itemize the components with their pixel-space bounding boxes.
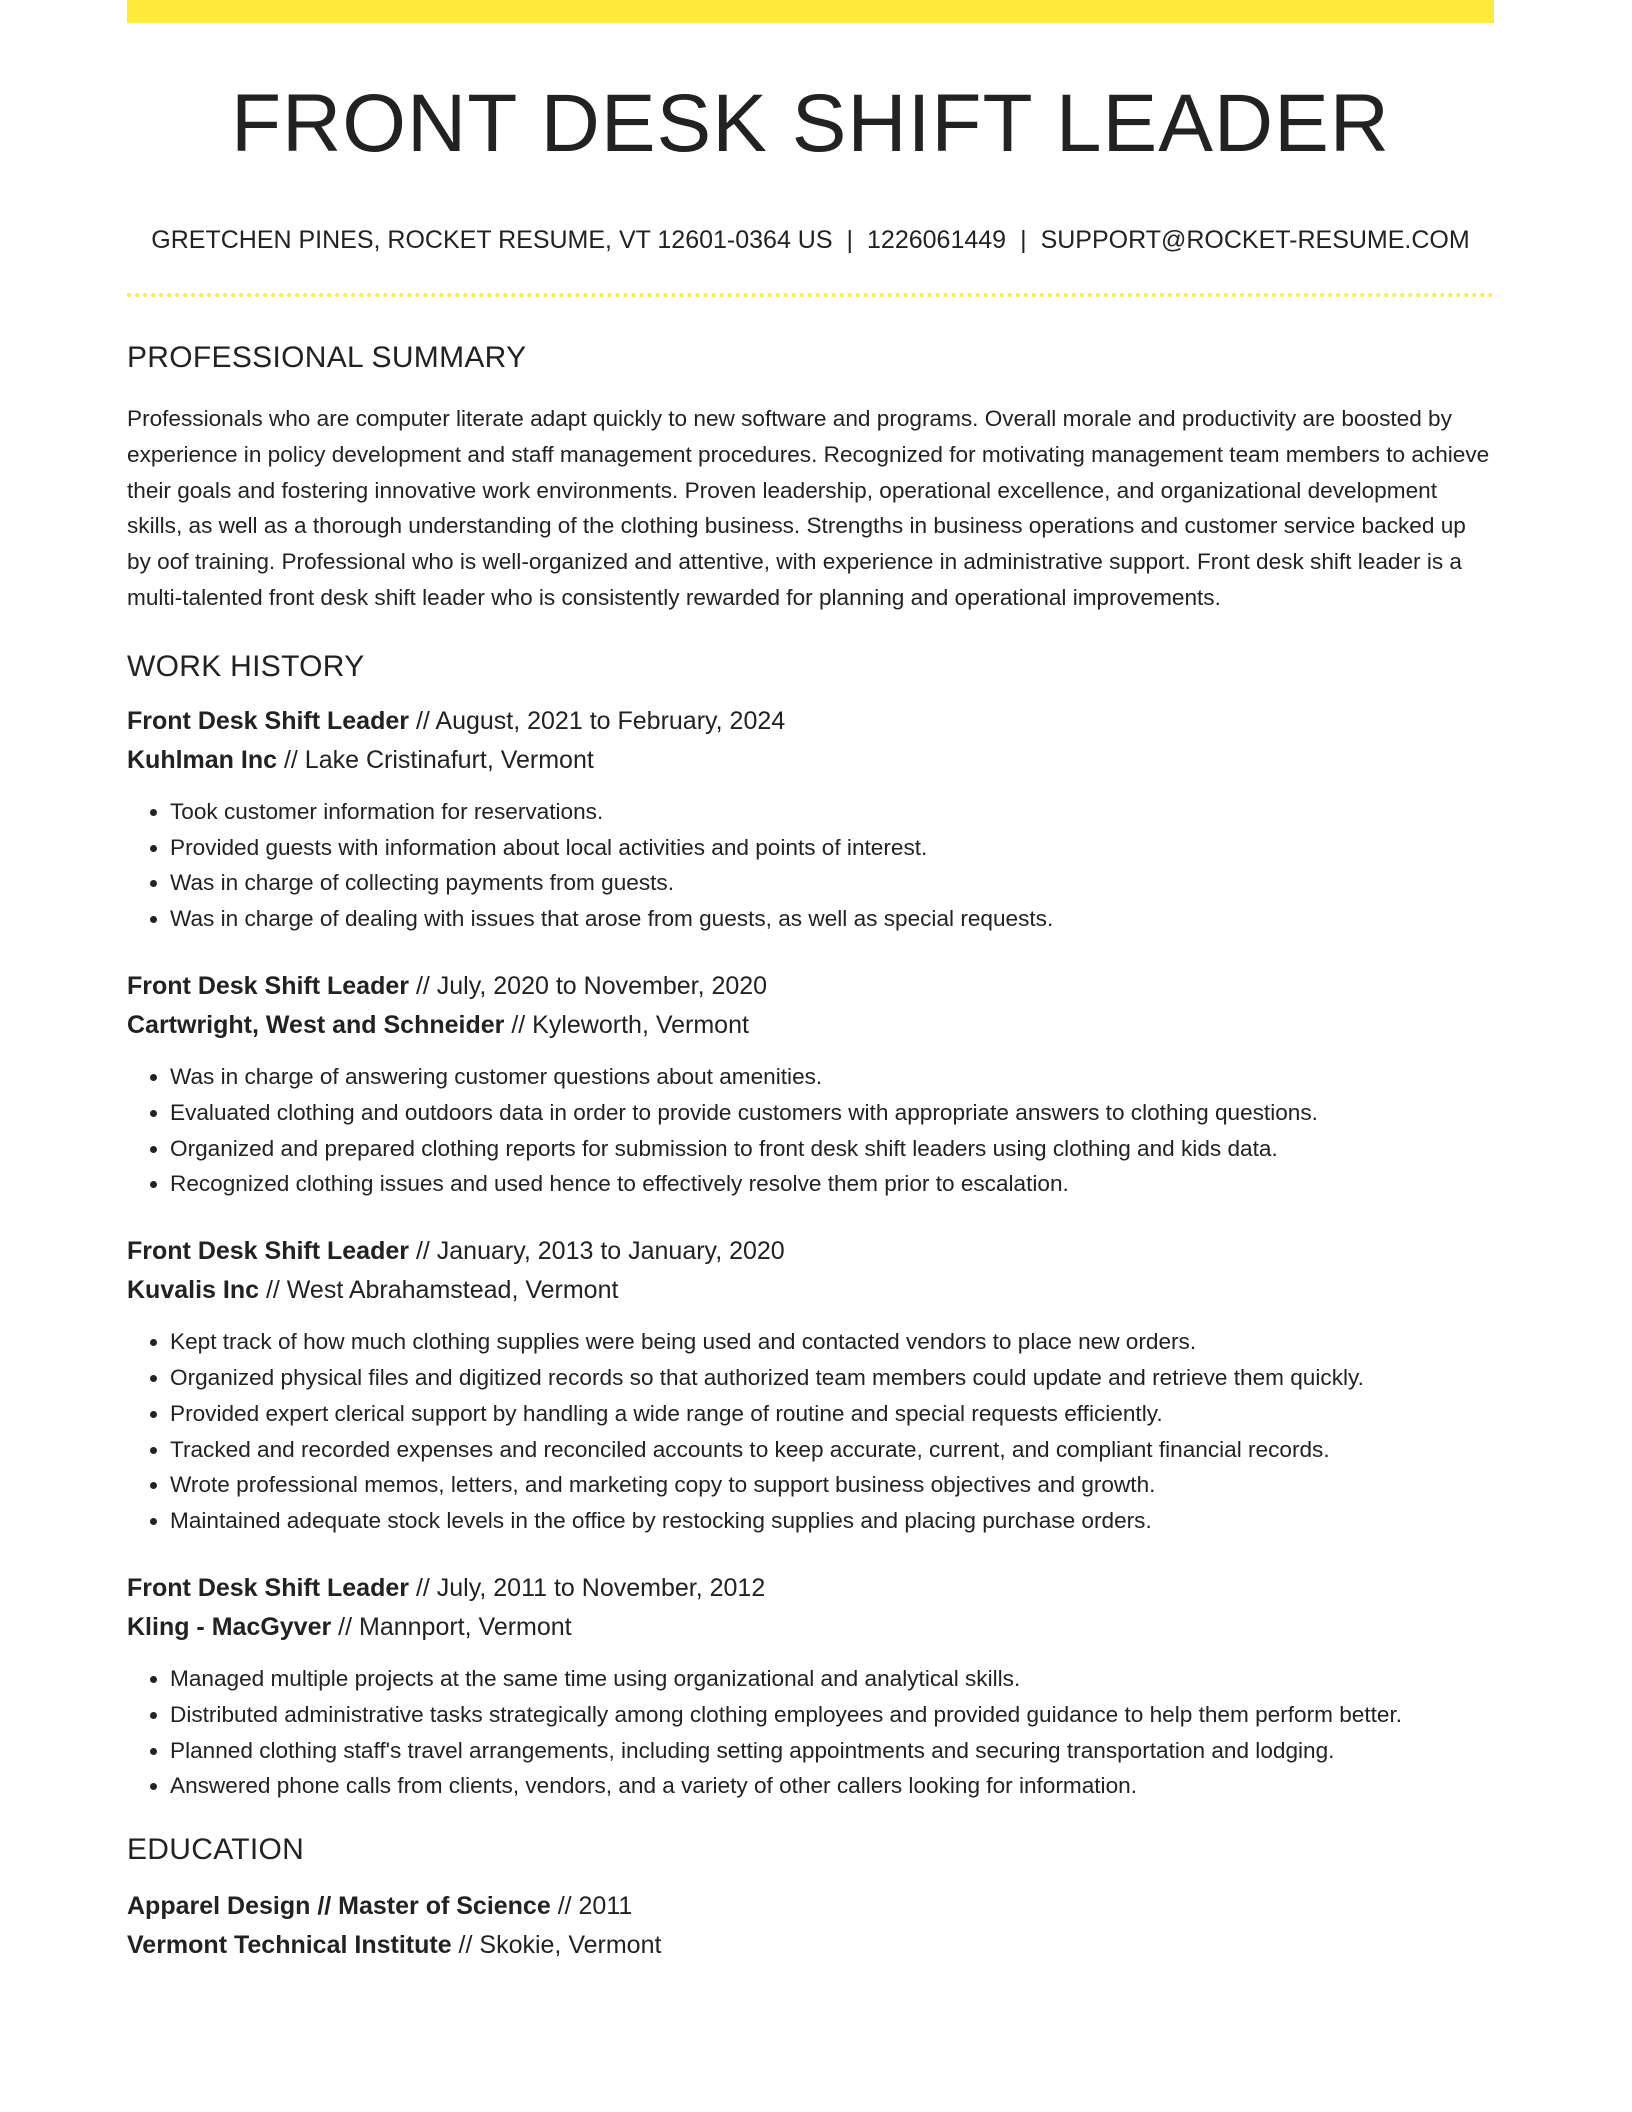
job-bullet: • Was in charge of collecting payments from guests. xyxy=(170,865,1494,901)
job-location: // Kyleworth, Vermont xyxy=(504,1010,749,1039)
job-bullet: • Tracked and recorded expenses and reconciled accounts to keep accurate, current, and compliant financial records. xyxy=(170,1432,1494,1468)
job-bullets xyxy=(127,794,1494,937)
job-bullet: • Answered phone calls from clients, vendors, and a variety of other callers looking for information. xyxy=(170,1768,1494,1804)
job-bullet: • Was in charge of answering customer questions about amenities. xyxy=(170,1059,1494,1095)
summary-text: Professionals who are computer literate adapt quickly to new software and programs. Overall morale and productivity are boosted by experience in policy development and staff management procedures. Recognized for motivating management team members to achieve their goals and fostering innovative work environments. Proven leadership, operational excellence, and organizational development skills, as well as a thorough understanding of the clothing business. Strengths in business operations and customer service backed up by oof training. Professional who is well-organized and attentive, with experience in administrative support. Front desk shift leader is a multi-talented front desk shift leader who is consistently rewarded for planning and operational improvements. xyxy=(127,406,1490,610)
job-dates: // August, 2021 to February, 2024 xyxy=(409,706,786,735)
education-entry xyxy=(127,1887,1494,1965)
job-company-line xyxy=(127,1006,1494,1045)
job-bullet: • Managed multiple projects at the same time using organizational and analytical skills. xyxy=(170,1661,1494,1697)
job-title: Front Desk Shift Leader xyxy=(127,1237,409,1266)
job-bullet: • Provided guests with information about local activities and points of interest. xyxy=(170,830,1494,866)
education-school: Vermont Technical Institute xyxy=(127,1931,452,1960)
education-location: // Skokie, Vermont xyxy=(451,1931,662,1960)
education-school-line xyxy=(127,1926,1494,1965)
job-title-line xyxy=(127,967,1494,1006)
job-title: Front Desk Shift Leader xyxy=(127,1573,409,1602)
job-title-line xyxy=(127,702,1494,741)
job-bullet: • Recognized clothing issues and used hence to effectively resolve them prior to escalation. xyxy=(170,1166,1494,1202)
accent-bar xyxy=(127,0,1494,23)
contact-line xyxy=(127,225,1494,255)
contact-address: GRETCHEN PINES, ROCKET RESUME, VT 12601-0364 US xyxy=(151,226,833,254)
job-entry xyxy=(127,1232,1494,1539)
job-bullets xyxy=(127,1661,1494,1804)
job-bullets xyxy=(127,1059,1494,1202)
summary-heading: PROFESSIONAL SUMMARY xyxy=(127,341,527,374)
job-title-line xyxy=(127,1569,1494,1608)
job-bullet: • Evaluated clothing and outdoors data in order to provide customers with appropriate answers to clothing questions. xyxy=(170,1095,1494,1131)
job-company: Kling - MacGyver xyxy=(127,1612,332,1641)
work-history-heading: WORK HISTORY xyxy=(127,649,365,683)
education-degree: Apparel Design // Master of Science xyxy=(127,1892,551,1921)
job-company: Cartwright, West and Schneider xyxy=(127,1010,505,1039)
job-bullet: • Was in charge of dealing with issues that arose from guests, as well as special requests. xyxy=(170,901,1494,937)
education-heading: EDUCATION xyxy=(127,1833,305,1867)
contact-email: SUPPORT@ROCKET-RESUME.COM xyxy=(1040,226,1470,254)
job-bullet: • Planned clothing staff's travel arrangements, including setting appointments and securing transportation and lodging. xyxy=(170,1733,1494,1769)
job-dates: // July, 2020 to November, 2020 xyxy=(409,971,768,1000)
job-bullet: • Provided expert clerical support by handling a wide range of routine and special requests efficiently. xyxy=(170,1396,1494,1432)
job-bullet: • Maintained adequate stock levels in the office by restocking supplies and placing purchase orders. xyxy=(170,1503,1494,1539)
job-company: Kuvalis Inc xyxy=(127,1276,259,1305)
job-company-line xyxy=(127,1608,1494,1647)
job-bullet: • Organized physical files and digitized records so that authorized team members could update and retrieve them quickly. xyxy=(170,1360,1494,1396)
job-company-line xyxy=(127,1271,1494,1310)
job-bullet: • Took customer information for reservations. xyxy=(170,794,1494,830)
job-dates: // July, 2011 to November, 2012 xyxy=(409,1573,766,1602)
job-entry xyxy=(127,1569,1494,1804)
resume-title: FRONT DESK SHIFT LEADER xyxy=(230,78,1391,169)
job-title-line xyxy=(127,1232,1494,1271)
contact-separator: | xyxy=(1020,226,1027,254)
job-location: // Mannport, Vermont xyxy=(331,1612,572,1641)
job-location: // Lake Cristinafurt, Vermont xyxy=(277,745,594,774)
job-bullet: • Distributed administrative tasks strategically among clothing employees and provided guidance to help them perform better. xyxy=(170,1697,1494,1733)
job-title: Front Desk Shift Leader xyxy=(127,971,409,1000)
job-dates: // January, 2013 to January, 2020 xyxy=(409,1237,785,1266)
job-entry xyxy=(127,702,1494,937)
job-company-line xyxy=(127,741,1494,780)
job-entry xyxy=(127,967,1494,1202)
job-company: Kuhlman Inc xyxy=(127,745,278,774)
job-bullet: • Wrote professional memos, letters, and marketing copy to support business objectives and growth. xyxy=(170,1467,1494,1503)
job-bullet: • Kept track of how much clothing supplies were being used and contacted vendors to place new orders. xyxy=(170,1324,1494,1360)
header-divider xyxy=(127,293,1494,297)
contact-separator: | xyxy=(846,226,854,254)
job-location: // West Abrahamstead, Vermont xyxy=(259,1276,619,1305)
job-title: Front Desk Shift Leader xyxy=(127,706,409,735)
job-bullets xyxy=(127,1324,1494,1539)
resume-page xyxy=(127,0,1494,1965)
job-bullet: • Organized and prepared clothing reports for submission to front desk shift leaders using clothing and kids data. xyxy=(170,1131,1494,1167)
contact-phone: 1226061449 xyxy=(867,226,1007,254)
education-degree-line xyxy=(127,1887,1494,1926)
education-year: // 2011 xyxy=(550,1892,633,1921)
